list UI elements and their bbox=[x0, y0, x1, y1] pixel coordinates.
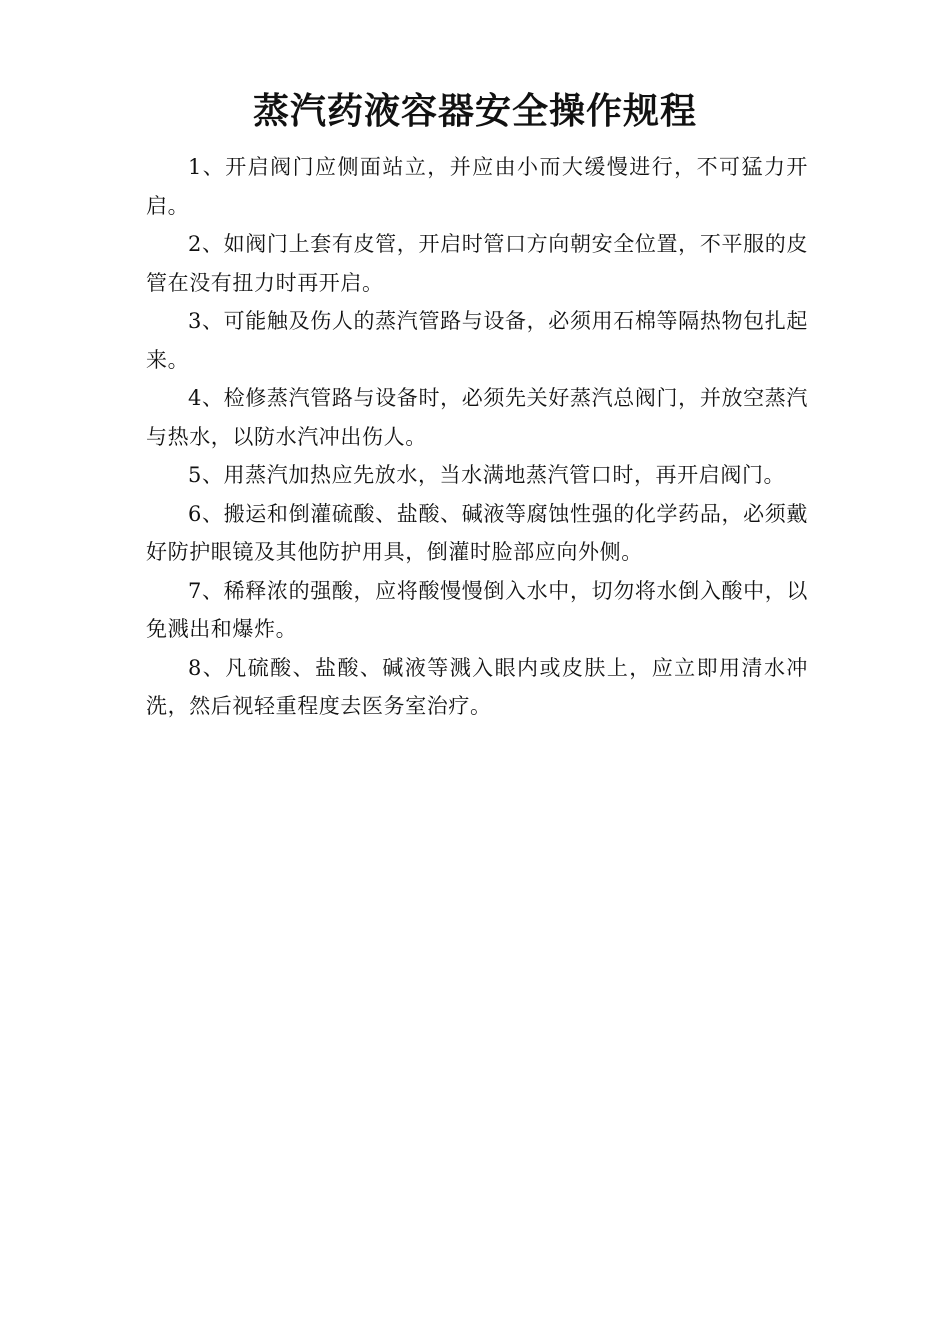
document-title: 蒸汽药液容器安全操作规程 bbox=[252, 91, 697, 132]
clause-4: 4、检修蒸汽管路与设备时，必须先关好蒸汽总阀门，并放空蒸汽与热水，以防水汽冲出伤人。 bbox=[146, 386, 808, 449]
clause-7: 7、稀释浓的强酸，应将酸慢慢倒入水中，切勿将水倒入酸中，以免溅出和爆炸。 bbox=[146, 578, 808, 641]
clause-2: 2、如阀门上套有皮管，开启时管口方向朝安全位置，不平服的皮管在没有扭力时再开启。 bbox=[146, 232, 808, 295]
clause-5: 5、用蒸汽加热应先放水，当水满地蒸汽管口时，再开启阀门。 bbox=[188, 463, 786, 487]
document-body bbox=[146, 148, 808, 726]
clause-8: 8、凡硫酸、盐酸、碱液等溅入眼内或皮肤上，应立即用清水冲洗，然后视轻重程度去医务室治疗。 bbox=[146, 655, 808, 718]
clause-3: 3、可能触及伤人的蒸汽管路与设备，必须用石棉等隔热物包扎起来。 bbox=[146, 309, 808, 372]
clause-1: 1、开启阀门应侧面站立，并应由小而大缓慢进行，不可猛力开启。 bbox=[146, 155, 808, 218]
clause-6: 6、搬运和倒灌硫酸、盐酸、碱液等腐蚀性强的化学药品，必须戴好防护眼镜及其他防护用具，倒灌时脸部应向外侧。 bbox=[146, 501, 808, 564]
